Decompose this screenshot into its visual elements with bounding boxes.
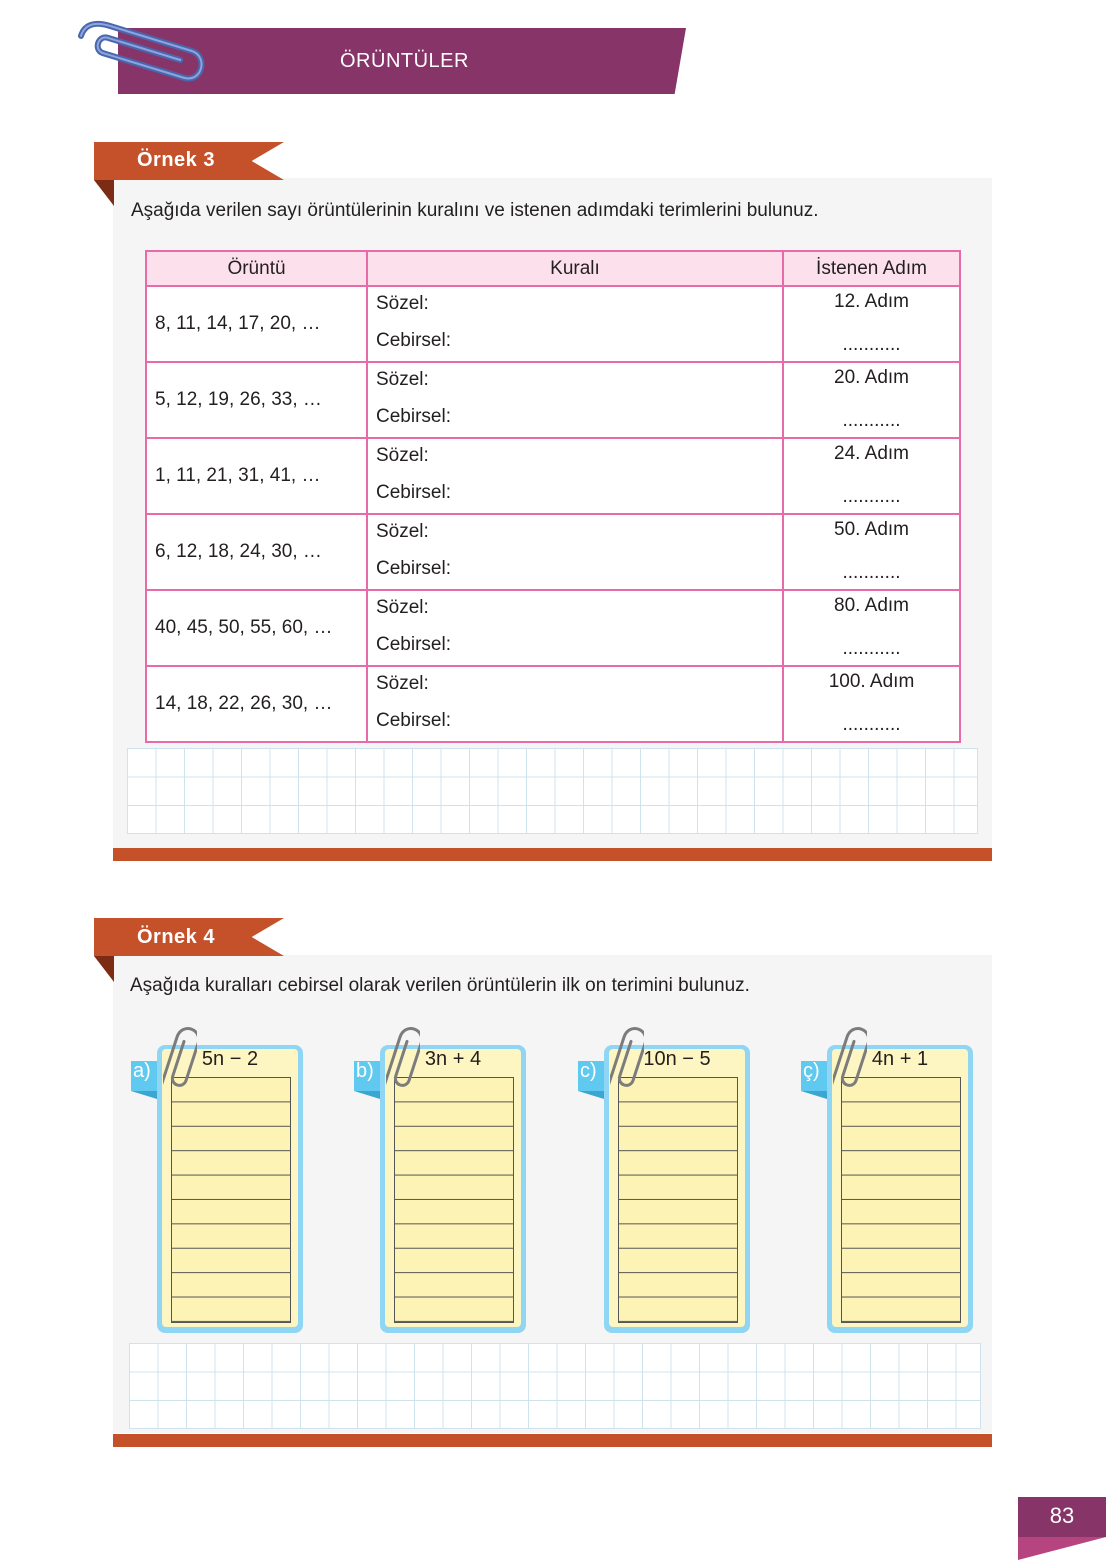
step-label: 50. Adım xyxy=(834,519,909,540)
step-cell[interactable] xyxy=(783,362,960,438)
pattern-table xyxy=(145,250,961,743)
sequence-cell: 6, 12, 18, 24, 30, … xyxy=(146,514,367,590)
rule-card-b xyxy=(356,1045,526,1333)
example3-tag-fold xyxy=(94,180,114,206)
answer-lines[interactable] xyxy=(841,1077,961,1323)
answer-blank: ........... xyxy=(842,410,901,431)
example3-instruction: Aşağıda verilen sayı örüntülerinin kuralını ve istenen adımdaki terimlerini bulunuz. xyxy=(131,200,819,221)
sequence-cell: 40, 45, 50, 55, 60, … xyxy=(146,590,367,666)
verbal-label: Sözel: xyxy=(376,445,429,466)
step-cell[interactable] xyxy=(783,590,960,666)
verbal-label: Sözel: xyxy=(376,369,429,390)
rule-cell[interactable] xyxy=(367,286,783,362)
column-header: İstenen Adım xyxy=(783,251,960,286)
rule-card-d xyxy=(803,1045,973,1333)
algebraic-label: Cebirsel: xyxy=(376,482,451,503)
step-label: 24. Adım xyxy=(834,443,909,464)
table-row xyxy=(146,286,960,362)
step-cell[interactable] xyxy=(783,666,960,742)
chapter-title: ÖRÜNTÜLER xyxy=(340,50,469,72)
answer-blank: ........... xyxy=(842,486,901,507)
column-header: Örüntü xyxy=(146,251,367,286)
sequence-cell: 8, 11, 14, 17, 20, … xyxy=(146,286,367,362)
paperclip-icon xyxy=(610,1021,644,1093)
step-cell[interactable] xyxy=(783,286,960,362)
paperclip-icon xyxy=(386,1021,420,1093)
column-header: Kuralı xyxy=(367,251,783,286)
verbal-label: Sözel: xyxy=(376,597,429,618)
table-row xyxy=(146,514,960,590)
algebraic-label: Cebirsel: xyxy=(376,710,451,731)
example4-bottom-bar xyxy=(113,1434,992,1447)
rule-cell[interactable] xyxy=(367,438,783,514)
sequence-cell: 1, 11, 21, 31, 41, … xyxy=(146,438,367,514)
sequence-cell: 5, 12, 19, 26, 33, … xyxy=(146,362,367,438)
step-label: 80. Adım xyxy=(834,595,909,616)
rule-cell[interactable] xyxy=(367,514,783,590)
rule-card-c xyxy=(580,1045,750,1333)
answer-lines[interactable] xyxy=(394,1077,514,1323)
step-label: 20. Adım xyxy=(834,367,909,388)
card-letter: a) xyxy=(133,1060,151,1082)
table-row xyxy=(146,438,960,514)
example4-instruction: Aşağıda kuralları cebirsel olarak verilen örüntülerin ilk on terimini bulunuz. xyxy=(130,975,750,996)
rule-cell[interactable] xyxy=(367,362,783,438)
answer-blank: ........... xyxy=(842,562,901,583)
table-header-row xyxy=(146,251,960,286)
card-letter: ç) xyxy=(803,1060,820,1082)
algebraic-label: Cebirsel: xyxy=(376,558,451,579)
card-letter: c) xyxy=(580,1060,597,1082)
verbal-label: Sözel: xyxy=(376,673,429,694)
card-rule: 3n + 4 xyxy=(424,1048,482,1070)
rule-card-a xyxy=(133,1045,303,1333)
card-letter: b) xyxy=(356,1060,374,1082)
algebraic-label: Cebirsel: xyxy=(376,634,451,655)
example4-tag-fold xyxy=(94,956,114,982)
card-flag-fold xyxy=(354,1091,380,1099)
table-row xyxy=(146,666,960,742)
card-flag-fold xyxy=(578,1091,604,1099)
card-rule: 5n − 2 xyxy=(201,1048,259,1070)
answer-lines[interactable] xyxy=(618,1077,738,1323)
example3-scratch-grid[interactable] xyxy=(127,748,978,834)
algebraic-label: Cebirsel: xyxy=(376,406,451,427)
page-number: 83 xyxy=(1049,1503,1075,1528)
example4-scratch-grid[interactable] xyxy=(129,1343,981,1429)
rule-cell[interactable] xyxy=(367,666,783,742)
answer-blank: ........... xyxy=(842,334,901,355)
verbal-label: Sözel: xyxy=(376,293,429,314)
step-label: 12. Adım xyxy=(834,291,909,312)
step-label: 100. Adım xyxy=(828,671,915,692)
answer-lines[interactable] xyxy=(171,1077,291,1323)
sequence-cell: 14, 18, 22, 26, 30, … xyxy=(146,666,367,742)
algebraic-label: Cebirsel: xyxy=(376,330,451,351)
verbal-label: Sözel: xyxy=(376,521,429,542)
paperclip-icon xyxy=(68,18,213,93)
answer-blank: ........... xyxy=(842,638,901,659)
card-rule: 10n − 5 xyxy=(643,1048,711,1070)
step-cell[interactable] xyxy=(783,438,960,514)
card-rule: 4n + 1 xyxy=(871,1048,929,1070)
example3-bottom-bar xyxy=(113,848,992,861)
example3-title: Örnek 3 xyxy=(137,149,215,171)
table-row xyxy=(146,362,960,438)
table-row xyxy=(146,590,960,666)
card-flag-fold xyxy=(131,1091,157,1099)
example4-title: Örnek 4 xyxy=(137,926,215,948)
answer-blank: ........... xyxy=(842,714,901,735)
paperclip-icon xyxy=(833,1021,867,1093)
rule-cell[interactable] xyxy=(367,590,783,666)
paperclip-icon xyxy=(163,1021,197,1093)
step-cell[interactable] xyxy=(783,514,960,590)
page-number-tail xyxy=(1018,1537,1106,1560)
card-flag-fold xyxy=(801,1091,827,1099)
